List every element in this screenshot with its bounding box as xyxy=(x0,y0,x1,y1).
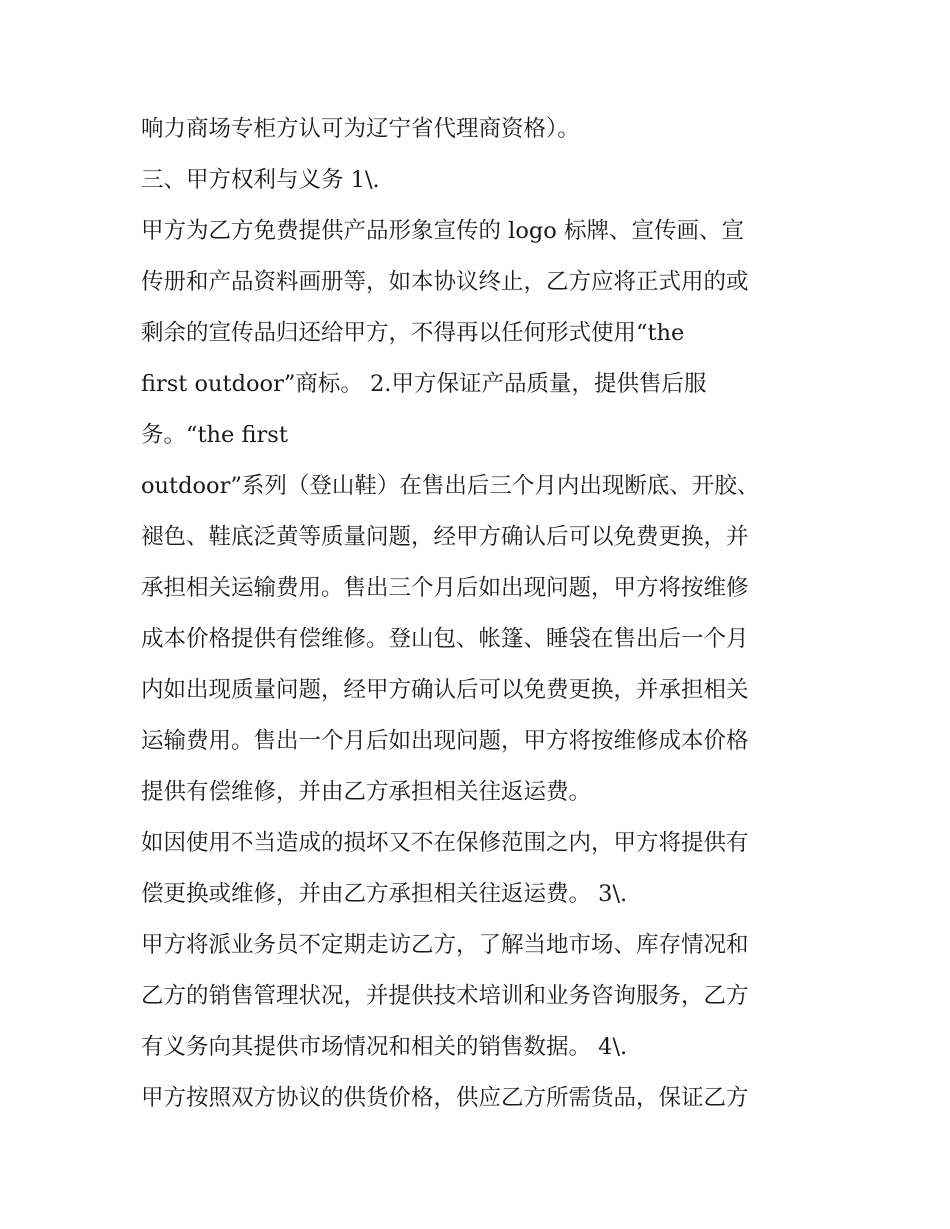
text-line: 甲方为乙方免费提供产品形象宣传的 logo 标牌、宣传画、宣 xyxy=(141,218,744,244)
text-line: 响力商场专柜方认可为辽宁省代理商资格）。 xyxy=(141,116,580,142)
text-line: 传册和产品资料画册等，如本协议终止，乙方应将正式用的或 xyxy=(141,269,749,295)
text-line: outdoor”系列（登山鞋）在售出后三个月内出现断底、开胶、 xyxy=(141,473,760,499)
text-line: 如因使用不当造成的损坏又不在保修范围之内，甲方将提供有 xyxy=(141,830,749,856)
text-line: 偿更换或维修，并由乙方承担相关往返运费。 3\. xyxy=(141,881,628,907)
text-line: 务。“the first xyxy=(141,422,288,448)
text-line: 甲方将派业务员不定期走访乙方，了解当地市场、库存情况和 xyxy=(141,932,749,958)
text-line: 提供有偿维修，并由乙方承担相关往返运费。 xyxy=(141,779,592,805)
text-line: 有义务向其提供市场情况和相关的销售数据。 4\. xyxy=(141,1034,628,1060)
document-body xyxy=(141,104,841,1124)
text-line: 成本价格提供有偿维修。登山包、帐篷、睡袋在售出后一个月 xyxy=(141,626,749,652)
text-line: 内如出现质量问题，经甲方确认后可以免费更换，并承担相关 xyxy=(141,677,749,703)
text-line: 运输费用。售出一个月后如出现问题，甲方将按维修成本价格 xyxy=(141,728,749,754)
text-line: 剩余的宣传品归还给甲方，不得再以任何形式使用“the xyxy=(141,320,685,346)
text-line: 褪色、鞋底泛黄等质量问题，经甲方确认后可以免费更换，并 xyxy=(141,524,749,550)
text-line: first outdoor”商标。 2.甲方保证产品质量，提供售后服 xyxy=(141,371,707,397)
text-line: 承担相关运输费用。售出三个月后如出现问题，甲方将按维修 xyxy=(141,575,749,601)
section-heading: 三、甲方权利与义务 1\. xyxy=(141,167,380,193)
text-line: 乙方的销售管理状况，并提供技术培训和业务咨询服务，乙方 xyxy=(141,983,749,1009)
text-line: 甲方按照双方协议的供货价格，供应乙方所需货品，保证乙方 xyxy=(141,1085,749,1111)
